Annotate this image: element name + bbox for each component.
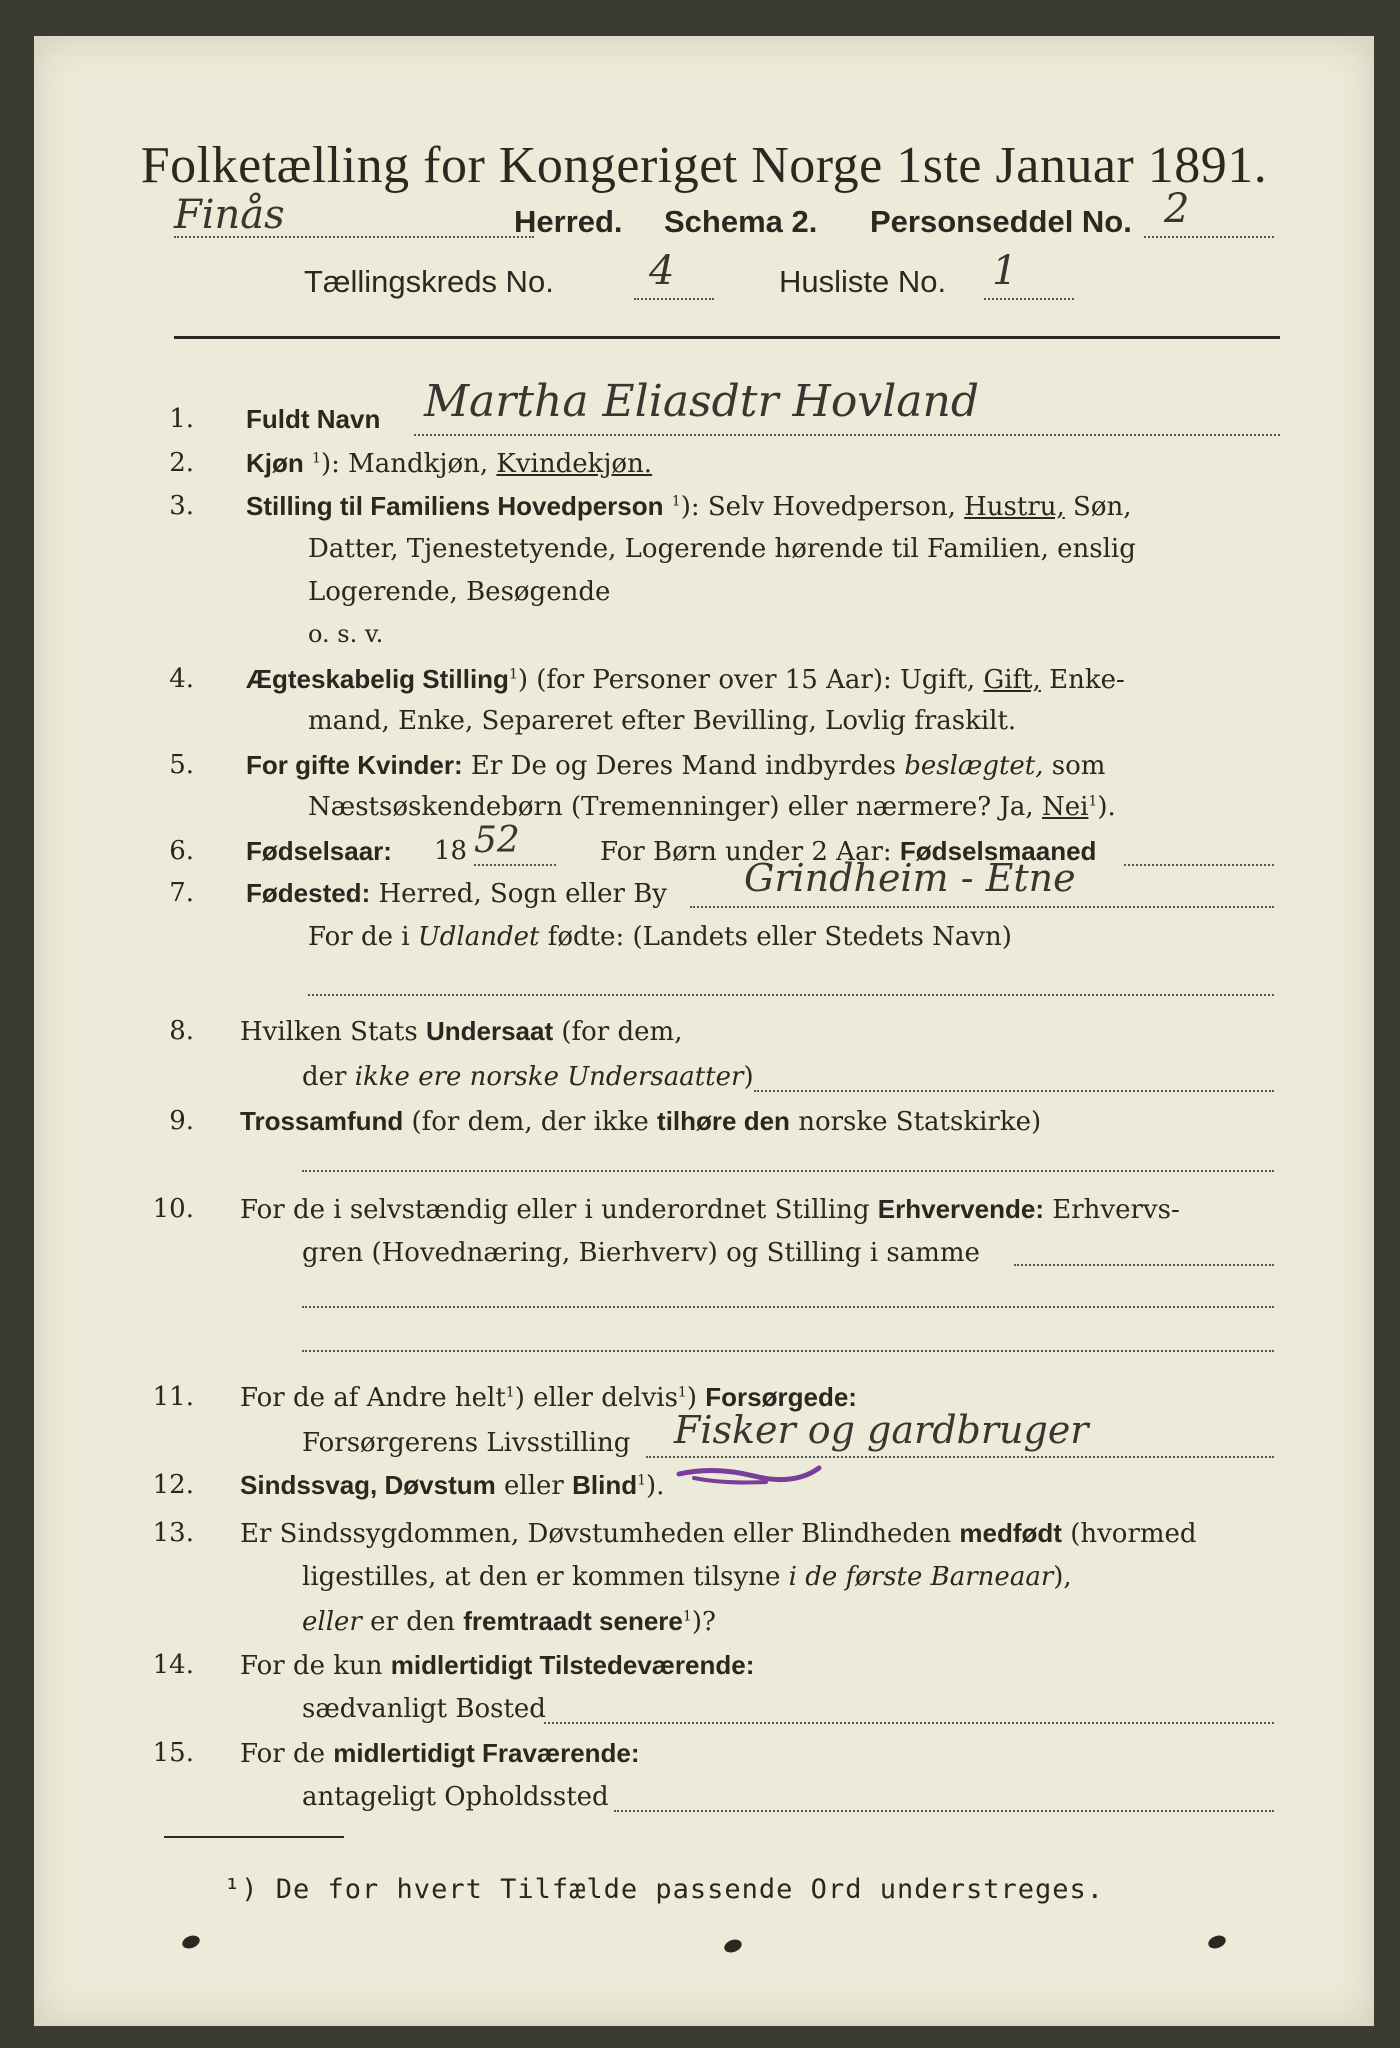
family-position-line-3: Logerende, Besøgende <box>308 577 611 607</box>
temporary-absent-label: midlertidigt Fraværende: <box>333 1738 640 1768</box>
violet-pen-stroke <box>674 1454 824 1494</box>
foreign-birth-dotted-line <box>308 994 1274 996</box>
occupation-text-a: For de i selvstændig eller i underordnet Stilling <box>240 1195 878 1225</box>
married-women-line <box>246 750 1105 781</box>
tellingskreds-dotted-line <box>634 298 714 300</box>
item-number-10: 10. <box>152 1194 194 1224</box>
citizenship-text-b: (for dem, <box>553 1017 683 1047</box>
ink-spot <box>1206 1933 1227 1950</box>
occupation-text-b: Erhvervs- <box>1043 1195 1180 1225</box>
form-title: Folketælling for Kongeriget Norge 1ste Januar 1891. <box>140 137 1268 194</box>
citizenship-text-a: Hvilken Stats <box>240 1017 426 1047</box>
disability-text-a: eller <box>495 1471 573 1501</box>
congenital-text-a: Er Sindssygdommen, Døvstumheden eller Blindheden <box>240 1519 960 1549</box>
marital-status-label: Ægteskabelig Stilling <box>246 664 509 694</box>
religion-text-c: norske Statskirke) <box>789 1107 1042 1137</box>
religion-label: Trossamfund <box>240 1106 404 1136</box>
occupation-dotted-line-3 <box>302 1350 1274 1352</box>
temporary-absent-text: For de <box>240 1739 334 1769</box>
citizenship-line-2 <box>302 1062 754 1092</box>
birthplace-dotted-line <box>690 906 1274 908</box>
supported-text-a: For de af Andre helt <box>240 1383 506 1413</box>
family-position-options-a: ): Selv Hovedperson, <box>680 492 965 522</box>
herred-dotted-line <box>174 236 534 238</box>
tellingskreds-label: Tællingskreds No. <box>304 264 554 299</box>
foreign-birth-text-a: For de i <box>308 922 418 952</box>
probable-residence-dotted-line <box>614 1810 1274 1812</box>
family-position-label: Stilling til Familiens Hovedperson <box>246 491 664 521</box>
disability-line <box>240 1470 664 1501</box>
supported-text-b: ) eller delvis <box>514 1383 678 1413</box>
birth-month-label: Fødselsmaaned <box>899 836 1097 866</box>
occupation-line <box>240 1194 1180 1225</box>
congenital-line-2b: ), <box>1053 1562 1072 1592</box>
temporary-present-label: midlertidigt Tilstedeværende: <box>390 1650 755 1680</box>
item-number-4: 4. <box>169 664 194 694</box>
usual-residence-dotted-line <box>544 1722 1274 1724</box>
married-women-line-2 <box>308 792 1116 822</box>
item-number-6: 6. <box>169 836 194 866</box>
congenital-line-2 <box>302 1562 1072 1592</box>
family-position-line-4: o. s. v. <box>308 620 384 648</box>
tellingskreds-value: 4 <box>649 248 675 294</box>
occupation-label: Erhvervende: <box>877 1194 1044 1224</box>
married-women-line-2a: Næstsøskendebørn (Tremenninger) eller nærmere? Ja, <box>308 792 1042 822</box>
header-rule <box>174 336 1280 339</box>
item-number-3: 3. <box>169 491 194 521</box>
full-name-label: Fuldt Navn <box>246 404 381 434</box>
marital-status-options-a: ) (for Personer over 15 Aar): Ugift, <box>517 665 984 695</box>
religion-dotted-line <box>302 1170 1274 1172</box>
footnote: ¹) De for hvert Tilfælde passende Ord understreges. <box>224 1874 1105 1905</box>
item-number-5: 5. <box>169 750 194 780</box>
family-position-selected: Hustru, <box>964 492 1065 522</box>
footnote-mark: 1 <box>1088 793 1098 810</box>
item-number-14: 14. <box>152 1650 194 1680</box>
congenital-line-3c: )? <box>691 1607 716 1637</box>
temporary-absent-line <box>240 1738 640 1769</box>
birth-year-prefix: 18 <box>434 836 468 866</box>
personseddel-value: 2 <box>1164 186 1190 232</box>
married-women-question: Er De og Deres Mand indbyrdes <box>462 751 905 781</box>
family-position-line-2: Datter, Tjenestetyende, Logerende hørende til Familien, enslig <box>308 534 1136 564</box>
footnote-mark: 1 <box>677 1384 687 1401</box>
family-position-options-c: Søn, <box>1064 492 1132 522</box>
citizenship-dotted-line <box>754 1090 1274 1092</box>
birth-month-text: For Børn under 2 Aar: <box>600 837 900 867</box>
footnote-rule <box>164 1836 344 1838</box>
full-name-line <box>414 434 1280 436</box>
citizenship-not-norwegian: ikke ere norske Undersaatter <box>354 1062 744 1092</box>
married-women-question-c: som <box>1043 751 1106 781</box>
footnote-mark: 1 <box>682 1608 692 1625</box>
item-number-12: 12. <box>152 1470 194 1500</box>
marital-status-line-2: mand, Enke, Separeret efter Bevilling, Lovlig fraskilt. <box>308 706 1017 736</box>
personseddel-dotted-line <box>1144 236 1274 238</box>
congenital-line-3 <box>302 1606 716 1637</box>
item-number-9: 9. <box>169 1106 194 1136</box>
birthplace-text: Herred, Sogn eller By <box>370 879 667 909</box>
ink-spot <box>180 1933 201 1950</box>
footnote-mark: 1 <box>508 666 518 683</box>
sex-selected-option: Kvindekjøn. <box>496 449 653 479</box>
family-position-line <box>246 491 1132 522</box>
religion-text-a: (for dem, der ikke <box>403 1107 658 1137</box>
husliste-value: 1 <box>992 248 1018 294</box>
provider-occupation-value: Fisker og gardbruger <box>674 1408 1089 1452</box>
birthplace-value: Grindheim - Etne <box>744 856 1076 900</box>
birth-month-dotted-line <box>1124 864 1274 866</box>
citizenship-line <box>240 1016 682 1047</box>
birth-year-line <box>474 864 556 866</box>
footnote-mark: 1 <box>505 1384 515 1401</box>
item-number-1: 1. <box>169 404 194 434</box>
marital-status-selected: Gift, <box>983 665 1041 695</box>
item-number-7: 7. <box>169 878 194 908</box>
marital-status-line <box>246 664 1125 695</box>
sex-options-a: ): Mandkjøn, <box>320 449 497 479</box>
married-women-related: beslægtet, <box>904 751 1044 781</box>
marital-status-options-c: Enke- <box>1040 665 1125 695</box>
disability-label: Sindssvag, Døvstum <box>240 1470 496 1500</box>
religion-text-b: tilhøre den <box>657 1106 790 1136</box>
census-form-sheet <box>34 36 1374 2026</box>
foreign-birth-line <box>308 922 1012 952</box>
husliste-dotted-line <box>984 298 1074 300</box>
item-number-2: 2. <box>169 448 194 478</box>
married-women-selected: Nei <box>1041 792 1089 822</box>
footnote-mark: 1 <box>671 493 681 510</box>
married-women-label: For gifte Kvinder: <box>246 750 463 780</box>
birth-year-value: 52 <box>474 820 520 861</box>
citizenship-label: Undersaat <box>425 1016 554 1046</box>
personseddel-label: Personseddel No. <box>870 204 1132 239</box>
herred-label: Herred. <box>514 204 623 239</box>
congenital-line-2a: ligestilles, at den er kommen tilsyne <box>302 1562 789 1592</box>
disability-text-c: ). <box>646 1471 665 1501</box>
ink-spot <box>722 1937 743 1954</box>
footnote-mark: 1 <box>637 1472 647 1489</box>
foreign-birth-abroad: Udlandet <box>417 922 540 952</box>
congenital-or: eller <box>302 1607 362 1637</box>
herred-value: Finås <box>174 192 285 238</box>
provider-occupation-label: Forsørgerens Livsstilling <box>302 1428 631 1458</box>
occupation-dotted-line-1 <box>1014 1264 1274 1266</box>
birth-year-label: Fødselsaar: <box>246 836 392 866</box>
congenital-line <box>240 1518 1197 1549</box>
congenital-label: medfødt <box>959 1518 1062 1548</box>
sex-label: Kjøn <box>246 448 304 478</box>
birthplace-line <box>246 878 667 909</box>
religion-line <box>240 1106 1041 1137</box>
probable-residence-label: antageligt Opholdssted <box>302 1782 609 1812</box>
item-number-13: 13. <box>152 1518 194 1548</box>
occupation-dotted-line-2 <box>302 1306 1274 1308</box>
footnote-mark: 1 <box>312 450 321 467</box>
congenital-later: fremtraadt senere <box>463 1606 683 1636</box>
usual-residence-label: sædvanligt Bosted <box>302 1694 546 1724</box>
item-number-15: 15. <box>152 1738 194 1768</box>
temporary-present-line <box>240 1650 754 1681</box>
full-name-value: Martha Eliasdtr Hovland <box>424 376 980 427</box>
congenital-line-3a: er den <box>361 1607 464 1637</box>
item-number-11: 11. <box>152 1382 194 1412</box>
congenital-text-b: (hvormed <box>1061 1519 1197 1549</box>
disability-blind: Blind <box>572 1470 638 1500</box>
occupation-line-2: gren (Hovednæring, Bierhverv) og Stilling i samme <box>302 1238 980 1268</box>
birthplace-label: Fødested: <box>246 878 371 908</box>
foreign-birth-text-b: fødte: (Landets eller Stedets Navn) <box>539 922 1012 952</box>
supported-text-c: ) <box>686 1383 706 1413</box>
item-number-8: 8. <box>169 1016 194 1046</box>
schema-label: Schema 2. <box>664 204 818 239</box>
husliste-label: Husliste No. <box>779 264 947 299</box>
married-women-line-2c: ). <box>1097 792 1116 822</box>
temporary-present-text: For de kun <box>240 1651 391 1681</box>
supported-label: Forsørgede: <box>705 1382 857 1412</box>
citizenship-line-2b: ) <box>743 1062 754 1092</box>
congenital-early-years: i de første Barneaar <box>788 1562 1054 1592</box>
sex-line <box>246 448 652 479</box>
citizenship-line-2a: der <box>302 1062 355 1092</box>
